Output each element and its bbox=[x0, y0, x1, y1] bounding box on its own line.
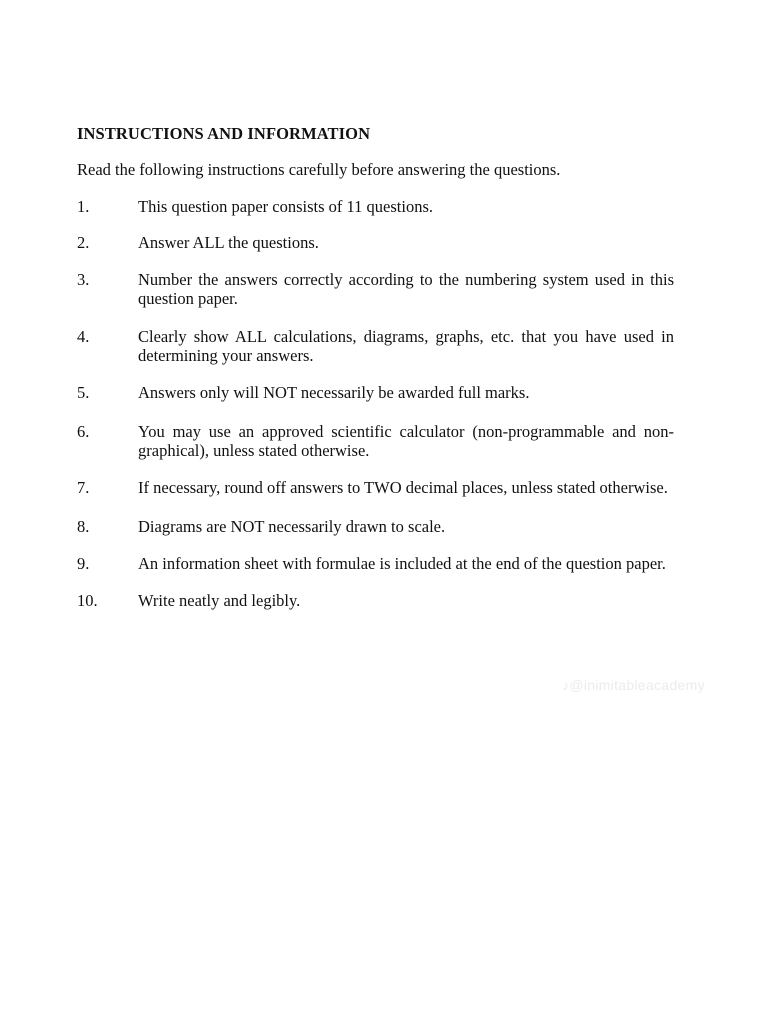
list-item bbox=[77, 233, 674, 252]
list-item bbox=[77, 197, 674, 216]
item-number: 1. bbox=[77, 197, 90, 216]
list-item bbox=[77, 383, 674, 402]
list-item bbox=[77, 554, 674, 573]
list-item bbox=[77, 270, 674, 308]
item-number: 4. bbox=[77, 327, 90, 346]
item-text: This question paper consists of 11 questions. bbox=[138, 197, 433, 216]
item-text: An information sheet with formulae is included at the end of the question paper. bbox=[138, 554, 666, 573]
watermark-text: @inimitableacademy bbox=[569, 677, 705, 693]
document-heading: INSTRUCTIONS AND INFORMATION bbox=[77, 124, 371, 143]
list-item bbox=[77, 422, 674, 460]
item-text: Clearly show ALL calculations, diagrams, graphs, etc. that you have used in determining your answers. bbox=[138, 327, 674, 365]
item-number: 6. bbox=[77, 422, 90, 441]
instructions-list bbox=[77, 197, 674, 610]
item-text: Write neatly and legibly. bbox=[138, 591, 301, 610]
item-number: 10. bbox=[77, 591, 98, 610]
item-text: Answer ALL the questions. bbox=[138, 233, 319, 252]
list-item bbox=[77, 591, 674, 610]
item-text: Answers only will NOT necessarily be awarded full marks. bbox=[138, 383, 530, 402]
list-item bbox=[77, 517, 674, 536]
item-text: If necessary, round off answers to TWO decimal places, unless stated otherwise. bbox=[138, 478, 668, 497]
item-number: 7. bbox=[77, 478, 90, 497]
list-item bbox=[77, 327, 674, 365]
list-item bbox=[77, 478, 674, 497]
watermark bbox=[562, 677, 705, 693]
item-number: 8. bbox=[77, 517, 90, 536]
item-text: You may use an approved scientific calculator (non-programmable and non-graphical), unless stated otherwise. bbox=[138, 422, 674, 460]
document-intro: Read the following instructions carefully before answering the questions. bbox=[77, 160, 561, 179]
item-number: 5. bbox=[77, 383, 90, 402]
tiktok-icon: ♪ bbox=[562, 677, 570, 693]
item-number: 9. bbox=[77, 554, 90, 573]
item-number: 3. bbox=[77, 270, 90, 289]
item-text: Number the answers correctly according to the numbering system used in this question paper. bbox=[138, 270, 674, 308]
item-number: 2. bbox=[77, 233, 90, 252]
item-text: Diagrams are NOT necessarily drawn to scale. bbox=[138, 517, 446, 536]
